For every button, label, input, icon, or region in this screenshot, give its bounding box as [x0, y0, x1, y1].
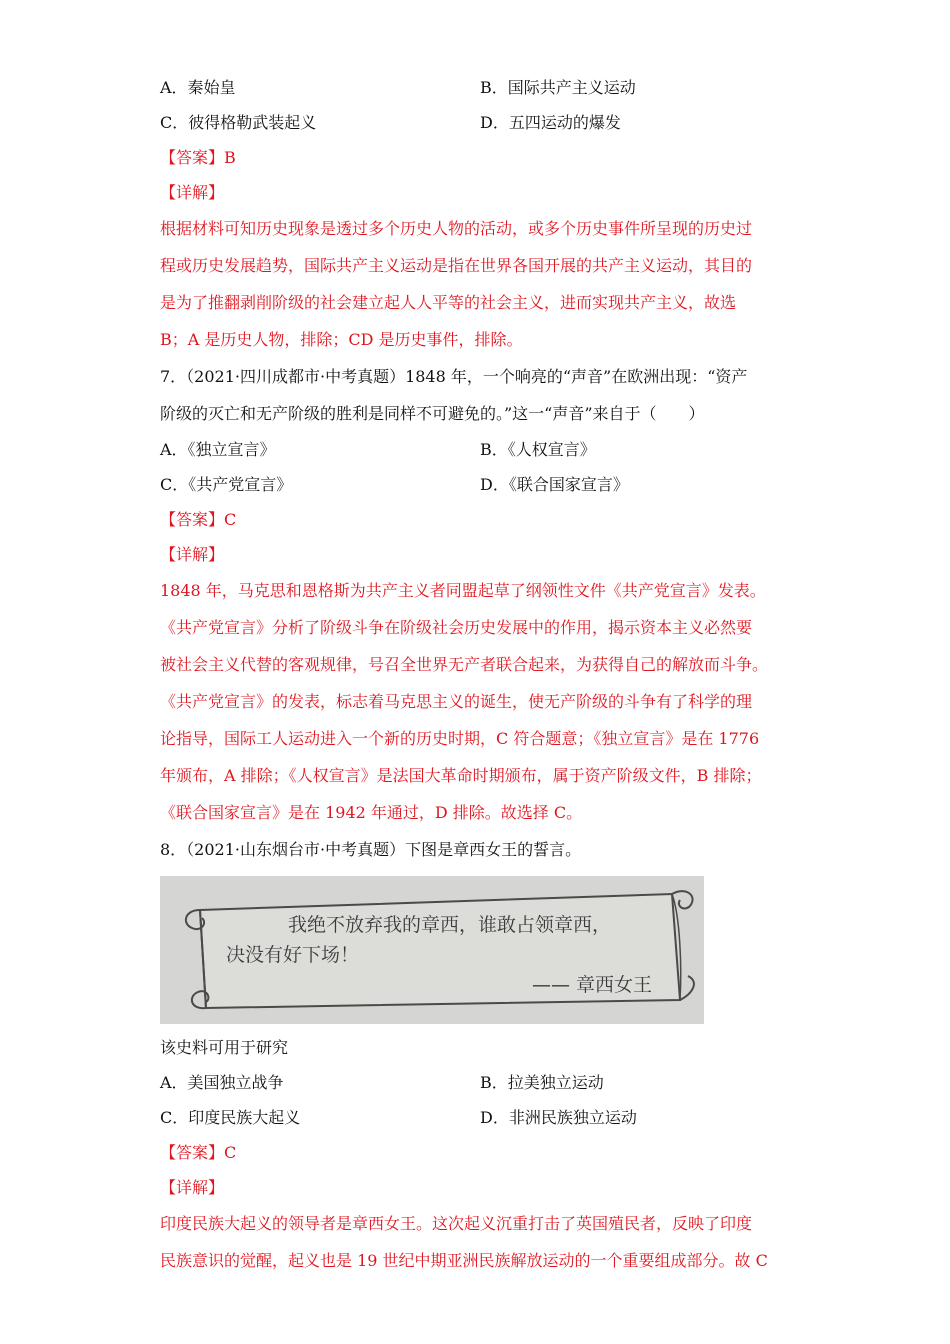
q7-answer: 【答案】C	[160, 510, 237, 529]
q6-explanation-line: 程或历史发展趋势，国际共产主义运动是指在世界各国开展的共产主义运动，其目的	[160, 256, 753, 275]
scroll-text-line-1: 我绝不放弃我的章西，谁敢占领章西，	[288, 914, 612, 936]
q7-explanation-line: 1848 年，马克思和恩格斯为共产主义者同盟起草了纲领性文件《共产党宣言》发表。	[160, 581, 766, 600]
q8-option-c: C．印度民族大起义	[160, 1108, 301, 1127]
q6-explanation-line: B；A 是历史人物，排除；CD 是历史事件，排除。	[160, 330, 523, 349]
q8-explanation-line: 印度民族大起义的领导者是章西女王。这次起义沉重打击了英国殖民者，反映了印度	[160, 1214, 753, 1233]
q6-option-a: A．秦始皇	[160, 78, 236, 97]
q8-explanation-line: 民族意识的觉醒，起义也是 19 世纪中期亚洲民族解放运动的一个重要组成部分。故 C	[160, 1251, 768, 1270]
q7-explanation-line: 《共产党宣言》分析了阶级斗争在阶级社会历史发展中的作用，揭示资本主义必然要	[160, 618, 753, 637]
q7-options-row-2	[160, 467, 800, 502]
q7-stem	[160, 358, 800, 432]
q6-explanation-line: 根据材料可知历史现象是透过多个历史人物的活动，或多个历史事件所呈现的历史过	[160, 219, 753, 238]
q8-answer: 【答案】C	[160, 1143, 237, 1162]
q6-detail-label: 【详解】	[160, 183, 225, 202]
q7-option-a: A．《独立宣言》	[160, 440, 276, 459]
q8-options-row-2	[160, 1100, 800, 1135]
scroll-figure	[160, 876, 704, 1024]
q8-prompt: 该史料可用于研究	[160, 1038, 289, 1057]
q7-detail-label: 【详解】	[160, 545, 225, 564]
q6-options-row-1	[160, 70, 800, 105]
q8-detail-label: 【详解】	[160, 1178, 225, 1197]
q7-explanation	[160, 572, 794, 831]
q6-option-d: D．五四运动的爆发	[480, 113, 621, 132]
q7-explanation-line: 《联合国家宣言》是在 1942 年通过，D 排除。故选择 C。	[160, 803, 583, 822]
q7-explanation-line: 《共产党宣言》的发表，标志着马克思主义的诞生，使无产阶级的斗争有了科学的理	[160, 692, 753, 711]
q7-option-c: C．《共产党宣言》	[160, 475, 293, 494]
q6-option-c: C．彼得格勒武装起义	[160, 113, 317, 132]
q6-option-b: B．国际共产主义运动	[480, 78, 636, 97]
q6-answer: 【答案】B	[160, 148, 236, 167]
q7-stem-line: 7．（2021·四川成都市·中考真题）1848 年，一个响亮的“声音”在欧洲出现：“资产	[160, 367, 748, 386]
q6-options-row-2	[160, 105, 800, 140]
q6-explanation	[160, 210, 794, 358]
q8-stem: 8．（2021·山东烟台市·中考真题）下图是章西女王的誓言。	[160, 840, 582, 859]
q8-explanation	[160, 1205, 794, 1279]
q7-explanation-line: 年颁布，A 排除；《人权宣言》是法国大革命时期颁布，属于资产阶级文件，B 排除；	[160, 766, 762, 785]
q7-option-b: B．《人权宣言》	[480, 440, 596, 459]
q8-options-row-1	[160, 1065, 800, 1100]
q7-options-row-1	[160, 432, 800, 467]
q7-explanation-line: 被社会主义代替的客观规律，号召全世界无产者联合起来，为获得自己的解放而斗争。	[160, 655, 769, 674]
q6-explanation-line: 是为了推翻剥削阶级的社会建立起人人平等的社会主义，进而实现共产主义，故选	[160, 293, 737, 312]
q8-option-d: D．非洲民族独立运动	[480, 1108, 637, 1127]
scroll-text-line-2: 决没有好下场！	[226, 944, 360, 966]
q8-option-a: A．美国独立战争	[160, 1073, 284, 1092]
document-page	[160, 70, 800, 1279]
q7-stem-line: 阶级的灭亡和无产阶级的胜利是同样不可避免的。”这一“声音”来自于（ ）	[160, 404, 705, 423]
scroll-signature: —— 章西女王	[532, 974, 653, 996]
q7-explanation-line: 论指导，国际工人运动进入一个新的历史时期，C 符合题意；《独立宣言》是在 1776	[160, 729, 760, 748]
q8-option-b: B．拉美独立运动	[480, 1073, 604, 1092]
q7-option-d: D．《联合国家宣言》	[480, 475, 629, 494]
